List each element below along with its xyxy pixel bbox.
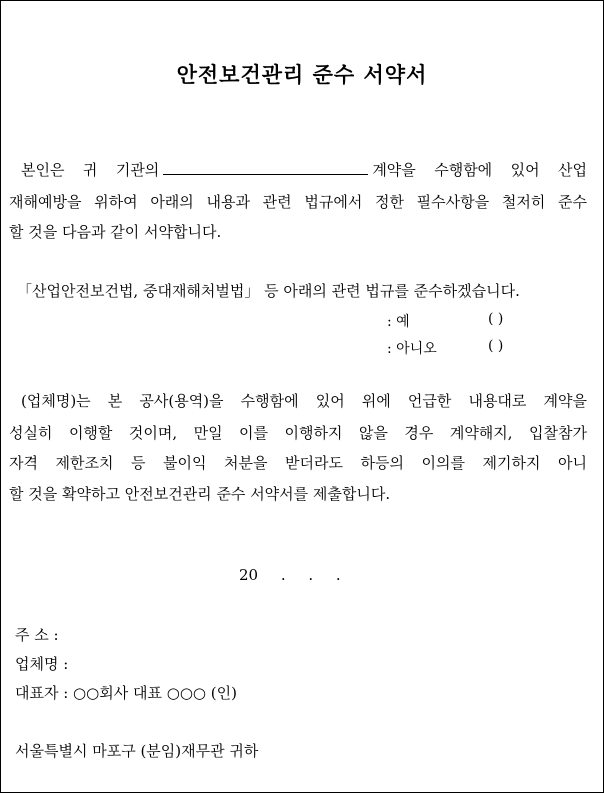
para1-line1 (9, 159, 587, 180)
option-no-label: : 아니오 (387, 341, 437, 357)
para1-line2: 재해예방을 위하여 아래의 내용과 관련 법규에서 정한 필수사항을 철저히 준수 (9, 193, 587, 211)
option-yes-checkbox[interactable]: ( ) (488, 311, 504, 327)
representative-label: 대표자 : ○○회사 대표 ○○○ (인) (15, 684, 237, 702)
para2-line3: 자격 제한조치 등 불이익 처분을 받더라도 하등의 이의를 제기하지 아니 (9, 454, 587, 472)
para1-line1-start: 본인은 귀 기관의 (21, 161, 160, 179)
option-no-checkbox[interactable]: ( ) (488, 338, 504, 354)
para1-line1-end: 계약을 수행함에 있어 산업 (372, 161, 588, 179)
law-statement: 「산업안전보건법, 중대재해처벌법」 등 아래의 관련 법규를 준수하겠습니다. (17, 282, 520, 300)
agency-blank-field (163, 160, 368, 175)
para2-line1: (업체명)는 본 공사(용역)을 수행함에 있어 위에 언급한 내용대로 계약을 (21, 392, 587, 410)
para2-line4: 할 것을 확약하고 안전보건관리 준수 서약서를 제출합니다. (9, 485, 391, 503)
company-label: 업체명 : (15, 655, 69, 673)
address-label: 주 소 : (15, 626, 59, 644)
para1-line3: 할 것을 다음과 같이 서약합니다. (9, 223, 222, 241)
option-yes-label: : 예 (387, 314, 410, 330)
date-line: 20 . . . (239, 566, 341, 584)
para2-line2: 성실히 이행할 것이며, 만일 이를 이행하지 않을 경우 계약해지, 입찰참가 (9, 424, 587, 442)
recipient: 서울특별시 마포구 (분임)재무관 귀하 (15, 742, 259, 760)
document-title: 안전보건관리 준수 서약서 (176, 62, 428, 87)
